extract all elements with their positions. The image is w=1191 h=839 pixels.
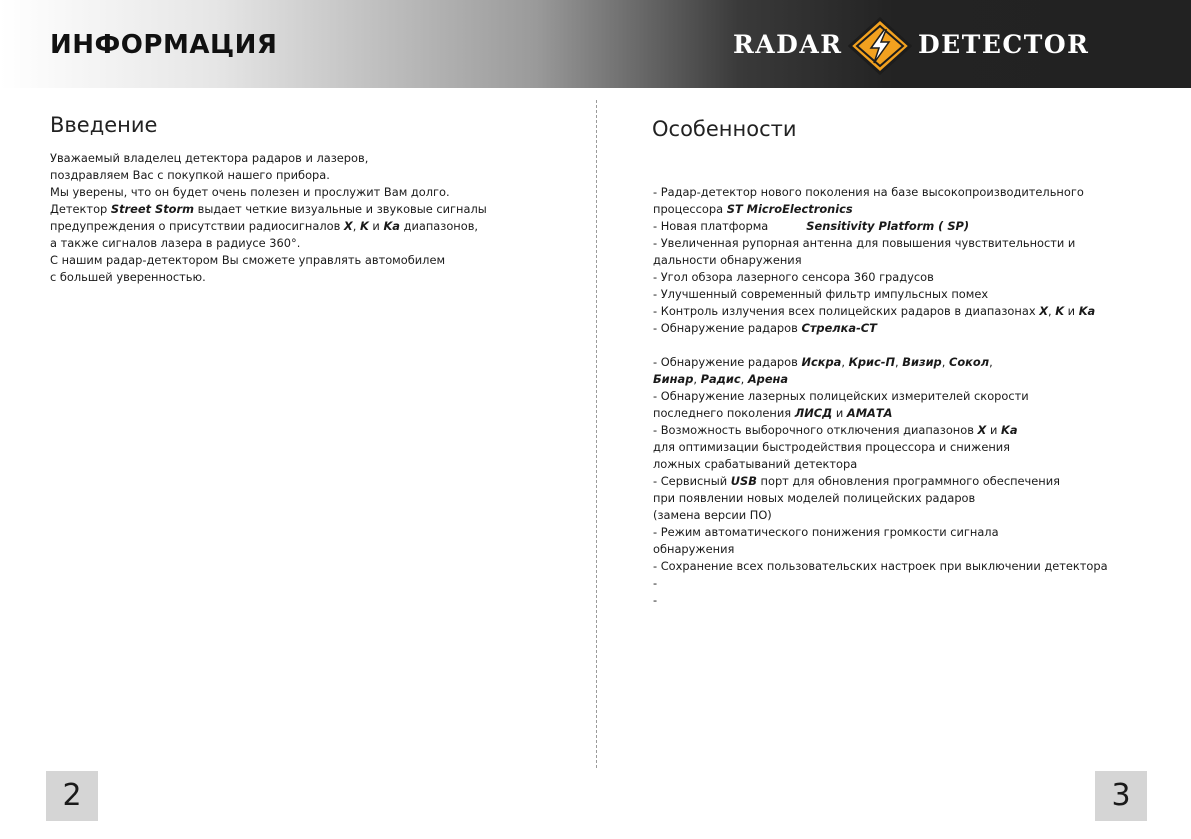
feature-line: (замена версии ПО) xyxy=(653,508,772,522)
feature-line: - Режим автоматического понижения громкости сигнала xyxy=(653,525,999,539)
intro-line: Мы уверены, что он будет очень полезен и прослужит Вам долго. xyxy=(50,185,450,199)
features-list xyxy=(653,184,1173,609)
intro-text xyxy=(50,150,570,286)
feature-line: при появлении новых моделей полицейских радаров xyxy=(653,491,976,505)
page-number-left: 2 xyxy=(46,771,98,821)
feature-line: процессора ST MicroElectronics xyxy=(653,202,853,216)
product-name: Street Storm xyxy=(110,202,194,216)
feature-line: - Контроль излучения всех полицейских радаров в диапазонах X, K и Ka xyxy=(653,304,1096,318)
feature-line: последнего поколения ЛИСД и АМАТА xyxy=(653,406,893,420)
feature-line: ложных срабатываний детектора xyxy=(653,457,858,471)
logo-radar-text: RADAR xyxy=(733,30,843,59)
feature-line: Бинар, Радис, Арена xyxy=(653,372,789,386)
feature-line: для оптимизации быстродействия процессора и снижения xyxy=(653,440,1011,454)
feature-line: - Увеличенная рупорная антенна для повышения чувствительности и xyxy=(653,236,1076,250)
page-divider xyxy=(596,100,597,768)
feature-line: - Радар-детектор нового поколения на базе высокопроизводительного xyxy=(653,185,1084,199)
feature-line: - Угол обзора лазерного сенсора 360 градусов xyxy=(653,270,934,284)
intro-title: Введение xyxy=(50,113,158,137)
intro-line: с большей уверенностью. xyxy=(50,270,206,284)
logo-detector-text: DETECTOR xyxy=(918,30,1090,59)
intro-line: а также сигналов лазера в радиусе 360°. xyxy=(50,236,301,250)
warning-bolt-icon xyxy=(848,17,912,75)
header-bar xyxy=(0,0,1191,88)
feature-line: - Возможность выборочного отключения диапазонов X и Ka xyxy=(653,423,1018,437)
feature-line: обнаружения xyxy=(653,542,735,556)
feature-line: - xyxy=(653,593,658,607)
feature-line: - Обнаружение лазерных полицейских измерителей скорости xyxy=(653,389,1029,403)
feature-line: - xyxy=(653,576,658,590)
feature-line: - Обнаружение радаров Искра, Крис-П, Визир, Сокол, xyxy=(653,355,993,369)
feature-line: - Новая платформа Sensitivity Platform ( SP) xyxy=(653,219,970,233)
features-title: Особенности xyxy=(652,117,797,141)
page-title: ИНФОРМАЦИЯ xyxy=(50,30,278,60)
page-number-right: 3 xyxy=(1095,771,1147,821)
feature-line: - Обнаружение радаров Стрелка-СТ xyxy=(653,321,877,335)
intro-line: Уважаемый владелец детектора радаров и лазеров, xyxy=(50,151,369,165)
intro-line: предупреждения о присутствии радиосигналов X, K и Ka диапазонов, xyxy=(50,219,479,233)
feature-line: - Сохранение всех пользовательских настроек при выключении детектора xyxy=(653,559,1108,573)
feature-line: дальности обнаружения xyxy=(653,253,802,267)
intro-line: поздравляем Вас с покупкой нашего прибора. xyxy=(50,168,330,182)
feature-line: - Сервисный USB порт для обновления программного обеспечения xyxy=(653,474,1060,488)
spacer xyxy=(653,337,1173,354)
intro-line: С нашим радар-детектором Вы сможете управлять автомобилем xyxy=(50,253,446,267)
feature-line: - Улучшенный современный фильтр импульсных помех xyxy=(653,287,989,301)
intro-line: Детектор Street Storm выдает четкие визуальные и звуковые сигналы xyxy=(50,202,487,216)
